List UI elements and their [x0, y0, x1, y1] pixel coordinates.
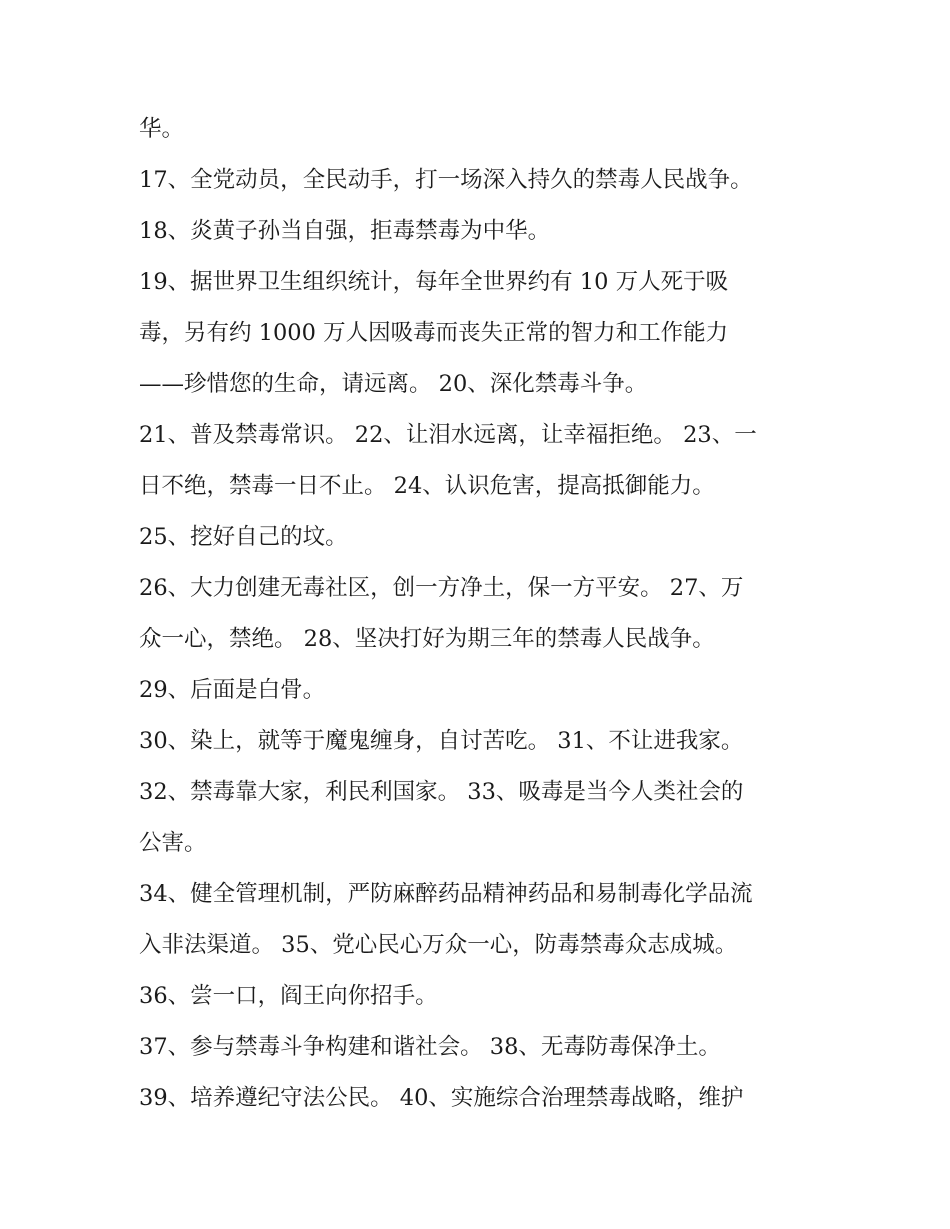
text-line: 26、大力创建无毒社区，创一方净土，保一方平安。 27、万	[139, 575, 744, 601]
text-line: 32、禁毒靠大家，利民利国家。 33、吸毒是当今人类社会的	[139, 779, 744, 805]
text-line: 公害。	[139, 830, 207, 856]
text-line: 19、据世界卫生组织统计，每年全世界约有 10 万人死于吸	[139, 269, 729, 295]
text-line: 34、健全管理机制，严防麻醉药品精神药品和易制毒化学品流	[139, 881, 753, 907]
text-line: ——珍惜您的生命，请远离。 20、深化禁毒斗争。	[139, 371, 648, 397]
text-line: 39、培养遵纪守法公民。 40、实施综合治理禁毒战略，维护	[139, 1085, 744, 1111]
text-line: 36、尝一口，阎王向你招手。	[139, 983, 438, 1009]
text-line: 18、炎黄子孙当自强，拒毒禁毒为中华。	[139, 218, 551, 244]
text-line: 30、染上，就等于魔鬼缠身，自讨苦吃。 31、不让进我家。	[139, 728, 744, 754]
text-line: 25、挖好自己的坟。	[139, 524, 348, 550]
text-line: 入非法渠道。 35、党心民心万众一心，防毒禁毒众志成城。	[139, 932, 738, 958]
text-line: 21、普及禁毒常识。 22、让泪水远离，让幸福拒绝。 23、一	[139, 422, 757, 448]
text-line: 37、参与禁毒斗争构建和谐社会。 38、无毒防毒保净土。	[139, 1034, 721, 1060]
text-line: 日不绝，禁毒一日不止。 24、认识危害，提高抵御能力。	[139, 473, 715, 499]
text-line: 毒，另有约 1000 万人因吸毒而丧失正常的智力和工作能力	[139, 320, 729, 346]
text-line: 17、全党动员，全民动手，打一场深入持久的禁毒人民战争。	[139, 167, 753, 193]
document-body	[139, 104, 839, 1124]
text-line: 29、后面是白骨。	[139, 677, 326, 703]
text-line: 众一心，禁绝。 28、坚决打好为期三年的禁毒人民战争。	[139, 626, 715, 652]
text-line: 华。	[139, 116, 185, 142]
